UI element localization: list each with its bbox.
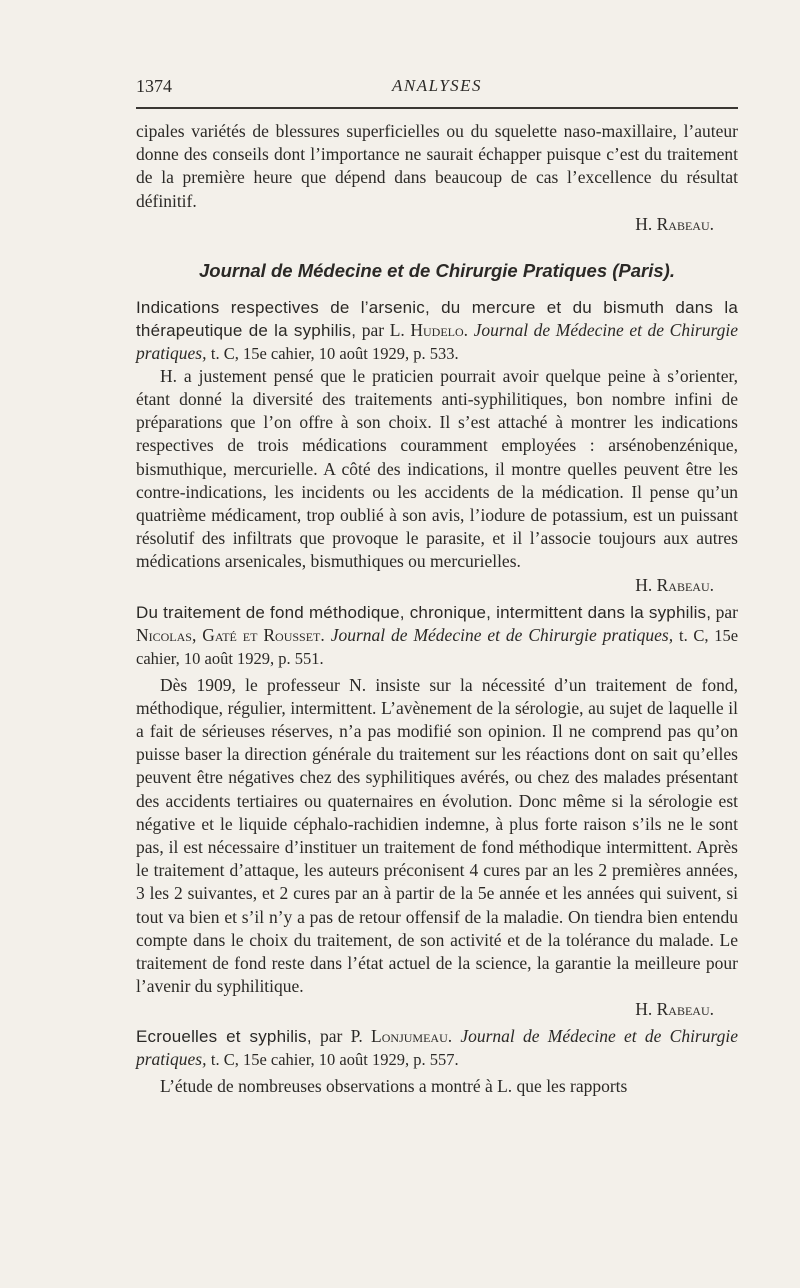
signature-name: Rabeau. <box>656 574 714 595</box>
par-word: par <box>361 319 385 340</box>
article-entry <box>136 1025 738 1071</box>
article-title: Du traitement de fond méthodique, chronique, intermittent dans la syphilis, <box>136 602 712 622</box>
article-reference: t. C, 15e cahier, 10 août 1929, p. 557. <box>210 1050 459 1070</box>
signature <box>136 998 738 1021</box>
running-title: ANALYSES <box>391 76 483 95</box>
signature-initial: H. <box>635 213 653 234</box>
article-journal: Journal de Médecine et de Chirurgie pratiques, <box>136 1026 739 1070</box>
article-body: H. a justement pensé que le praticien pourrait avoir quelque peine à s’orienter, étant donné la diversité des traitements anti-syphilitiques, bon nombre infini de préparations que l’on offre à son choix. Il s’est attaché à montrer les indications respectives de trois médications couramment employées : arsénobenzénique, bismuthique, mercurielle. A côté des indications, il montre quelles peuvent être les contre-indications, les incidents ou les accidents de la médication. Il pense qu’un quatrième médicament, trop oublié à son avis, l’iodure de potassium, est un puissant résolutif des infiltrats que provoque le parasite, et il l’associe toujours aux autres médications arsenicales, bismuthiques ou mercurielles. <box>136 365 738 572</box>
signature <box>136 574 738 597</box>
article-journal: Journal de Médecine et de Chirurgie pratiques, <box>330 624 674 645</box>
signature-initial: H. <box>635 999 653 1020</box>
signature-initial: H. <box>635 574 653 595</box>
signature-name: Rabeau. <box>656 999 714 1020</box>
par-word: par <box>715 601 738 622</box>
signature <box>136 213 738 236</box>
article-reference: t. C, 15e cahier, 10 août 1929, p. 551. <box>136 625 739 668</box>
article-reference: t. C, 15e cahier, 10 août 1929, p. 533. <box>210 343 459 363</box>
journal-heading: Journal de Médecine et de Chirurgie Pratiques (Paris). <box>199 259 675 281</box>
signature-name: Rabeau. <box>656 213 714 234</box>
page-content <box>136 120 738 1099</box>
running-header <box>136 76 738 104</box>
article-title: Indications respectives de l’arsenic, du mercure et du bismuth dans la thérapeutique de la syphilis, <box>136 297 738 340</box>
continued-paragraph: cipales variétés de blessures superficielles ou du squelette naso-maxillaire, l’auteur donne des conseils dont l’importance ne saurait échapper puisque c’est du traitement de la première heure que dépend dans beaucoup de cas l’excellence du résultat définitif. <box>136 121 738 211</box>
article-body: L’étude de nombreuses observations a montré à L. que les rapports <box>160 1076 628 1097</box>
page-number: 1374 <box>136 76 172 96</box>
article-authors: Nicolas, Gaté et Rousset. <box>136 624 325 645</box>
article-entry <box>136 296 738 365</box>
article-title: Ecrouelles et syphilis, <box>136 1027 312 1047</box>
article-author: P. Lonjumeau. <box>350 1026 453 1047</box>
par-word: par <box>320 1026 343 1047</box>
article-journal: Journal de Médecine et de Chirurgie pratiques, <box>136 319 739 363</box>
article-entry <box>136 601 738 670</box>
article-body: Dès 1909, le professeur N. insiste sur la nécessité d’un traitement de fond, méthodique, régulier, intermittent. L’avènement de la sérologie, au sujet de laquelle il a fait de sérieuses réserves, n’a pas modifié son opinion. Il ne comprend pas qu’on puisse baser la direction générale du traitement sur les réactions dont on sait qu’elles peuvent être négatives chez des syphilitiques avérés, ou chez des malades présentant des accidents tertiaires ou quaternaires en évolution. Donc même si la sérologie est négative et le liquide céphalo-rachidien indemne, à plus forte raison s’ils ne le sont pas, il est nécessaire d’instituer un traitement de fond méthodique intermittent. Après le traitement d’attaque, les auteurs préconisent 4 cures par an les 2 premières années, 3 les 2 suivantes, et 2 cures par an à partir de la 5e année et les années qui suivent, si tout va bien et s’il n’y a pas de retour offensif de la maladie. On tiendra bien entendu compte dans le choix du traitement, de son activité et de la tolérance du malade. Le traitement de fond reste dans l’état actuel de la science, la garantie la meilleure pour l’avenir du syphilitique. <box>136 674 738 997</box>
article-author: L. Hudelo. <box>389 319 469 340</box>
header-rule <box>136 107 738 109</box>
